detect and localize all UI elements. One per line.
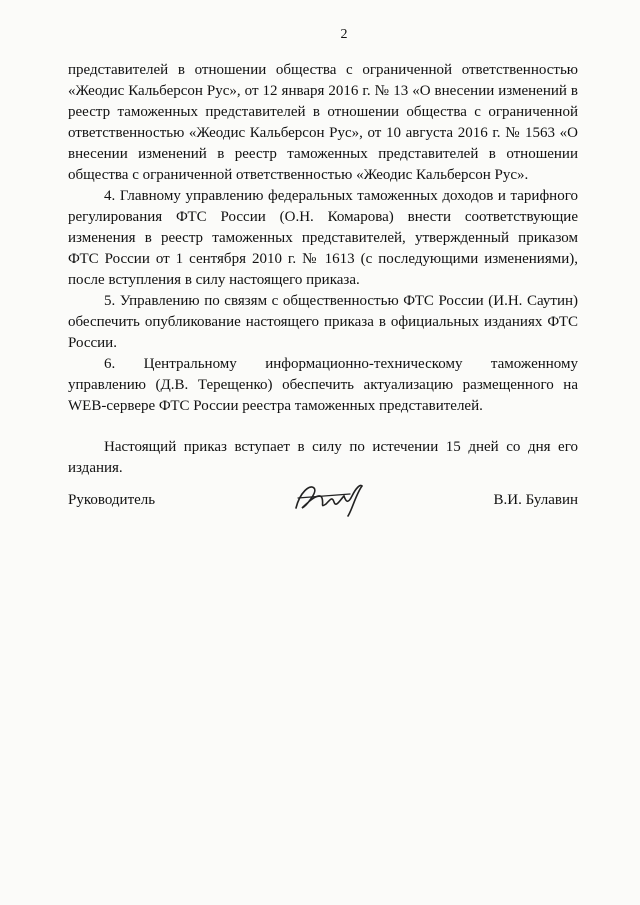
page-number: 2	[340, 27, 348, 42]
paragraph-effective-date: Настоящий приказ вступает в силу по истечении 15 дней со дня его издания.	[68, 439, 578, 476]
paragraph-item-4: 4. Главному управлению федеральных таможенных доходов и тарифного регулирования ФТС России (О.Н. Комарова) внести соответствующие изменения в реестр таможенных представителей, утвержденный приказом ФТС России от 1 сентября 2010 г. № 1613 (с последующими изменениями), после вступления в силу настоящего приказа.	[68, 188, 578, 288]
paragraph-item-5: 5. Управлению по связям с общественностью ФТС России (И.Н. Саутин) обеспечить опубликование настоящего приказа в официальных изданиях ФТС России.	[68, 293, 578, 351]
paragraph-item-6: 6. Центральному информационно-техническому таможенному управлению (Д.В. Терещенко) обеспечить актуализацию размещенного на WEB-сервере ФТС России реестра таможенных представителей.	[68, 356, 578, 414]
signature-block	[68, 488, 578, 528]
document-body	[68, 60, 578, 479]
paragraph-continuation: представителей в отношении общества с ограниченной ответственностью «Жеодис Кальберсон Рус», от 12 января 2016 г. № 13 «О внесении изменений в реестр таможенных представителей в отношении общества с ограниченной ответственностью «Жеодис Кальберсон Рус», от 10 августа 2016 г. № 1563 «О внесении изменений в реестр таможенных представителей в отношении общества с ограниченной ответственностью «Жеодис Кальберсон Рус».	[68, 62, 578, 183]
signatory-title: Руководитель	[68, 492, 156, 508]
signatory-name: В.И. Булавин	[493, 492, 578, 508]
handwritten-signature	[290, 478, 370, 518]
